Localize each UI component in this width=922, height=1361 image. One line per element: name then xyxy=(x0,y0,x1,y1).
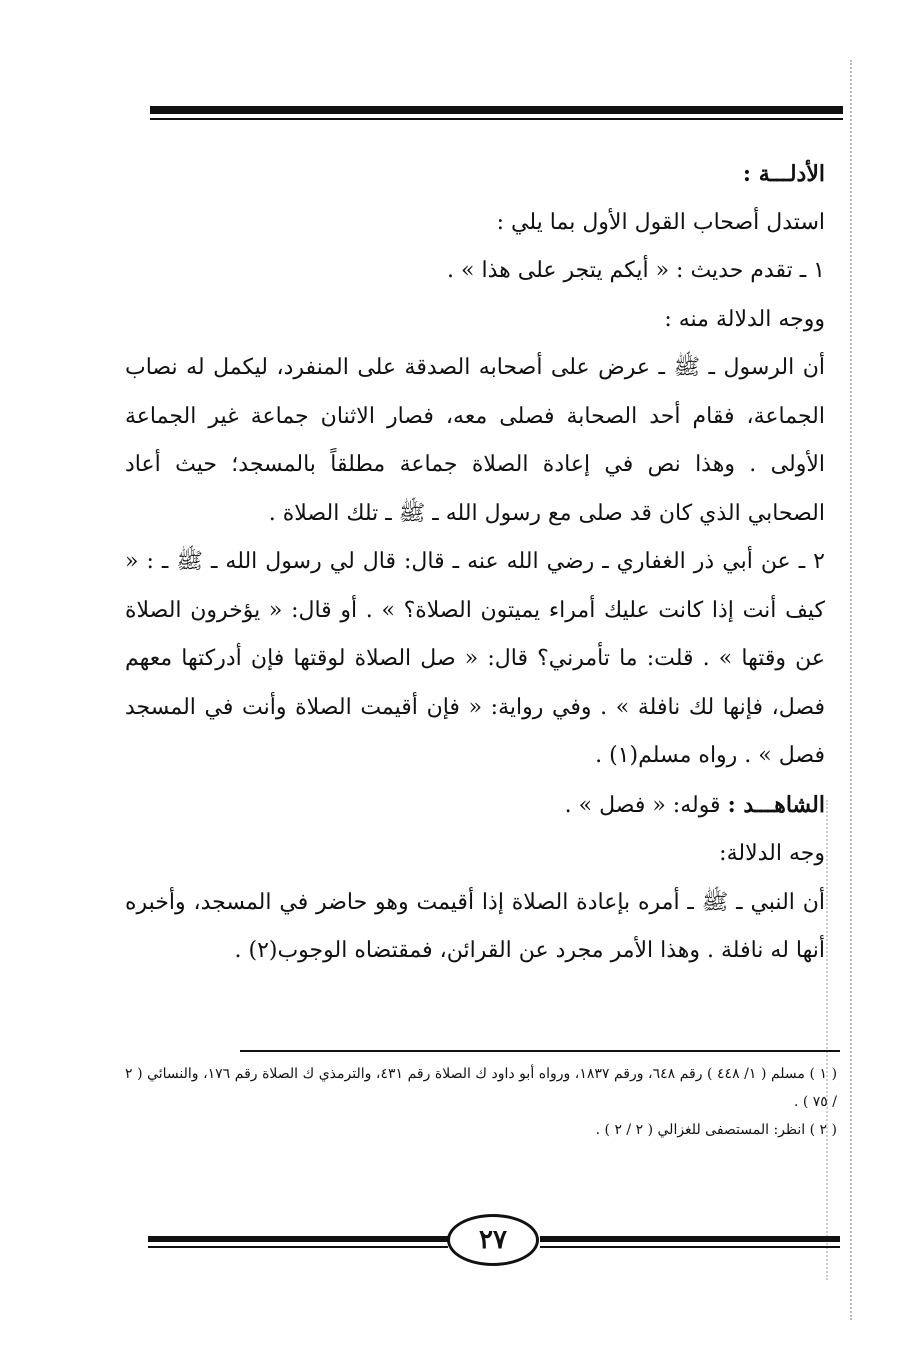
evidence-label-2: وجه الدلالة: xyxy=(719,841,825,866)
scan-edge-dots xyxy=(850,60,852,1320)
footnote-1: ( ١ ) مسلم ( ١/ ٤٤٨ ) رقم ٦٤٨، ورقم ١٨٣٧، ورواه أبو داود ك الصلاة رقم ٤٣١، والترمذي ك الصلاة رقم ١٧٦، والنسائي ( ٢ / ٧٥ ) . xyxy=(125,1066,838,1110)
bottom-rule-right-thin xyxy=(540,1246,840,1248)
paragraph-3: أن النبي ـ ﷺ ـ أمره بإعادة الصلاة إذا أقيمت وهو حاضر في المسجد، وأخبره أنها له نافلة . وهذا الأمر مجرد عن القرائن، فمقتضاه الوجوب(٢) . xyxy=(125,889,825,963)
footnotes xyxy=(125,1060,837,1144)
intro-line: استدل أصحاب القول الأول بما يلي : xyxy=(496,209,825,235)
bottom-rule-right xyxy=(540,1236,840,1242)
page-number: ٢٧ xyxy=(447,1214,539,1266)
shahid-text: قوله: « فصل » . xyxy=(564,792,721,818)
bottom-rule-left xyxy=(148,1236,448,1242)
footnote-separator xyxy=(240,1050,840,1052)
evidence-item-1: ١ ـ تقدم حديث : « أيكم يتجر على هذا » . xyxy=(447,258,825,283)
bottom-rule-left-thin xyxy=(148,1246,448,1248)
main-text xyxy=(125,150,825,976)
evidence-label-1: ووجه الدلالة منه : xyxy=(664,306,825,332)
shahid-line xyxy=(125,781,825,831)
top-rule xyxy=(150,106,843,114)
paragraph-1: أن الرسول ـ ﷺ ـ عرض على أصحابه الصدقة على المنفرد، ليكمل له نصاب الجماعة، فقام أحد الصحابة فصلى معه، فصار الاثنان جماعة غير الجماعة الأولى . وهذا نص في إعادة الصلاة جماعة مطلقاً بالمسجد؛ حيث أعاد الصحابي الذي كان قد صلى مع رسول الله ـ ﷺ ـ تلك الصلاة . xyxy=(125,355,825,526)
scan-edge-dots-inner xyxy=(826,800,828,1280)
shahid-label: الشاهـــد : xyxy=(727,791,825,818)
evidence-item-2: ٢ ـ عن أبي ذر الغفاري ـ رضي الله عنه ـ قال: قال لي رسول الله ـ ﷺ ـ : « كيف أنت إذا كانت عليك أمراء يميتون الصلاة؟ » . أو قال: « يؤخرون الصلاة عن وقتها » . قلت: ما تأمرني؟ قال: « صل الصلاة لوقتها فإن أدركتها معهم فصل، فإنها لك نافلة » . وفي رواية: « فإن أقيمت الصلاة وأنت في المسجد فصل » . رواه مسلم(١) . xyxy=(125,549,825,768)
top-rule-thin xyxy=(150,118,843,120)
section-heading: الأدلـــة : xyxy=(742,161,825,187)
footnote-2: ( ٢ ) انظر: المستصفى للغزالي ( ٢ / ٢ ) . xyxy=(595,1122,837,1138)
